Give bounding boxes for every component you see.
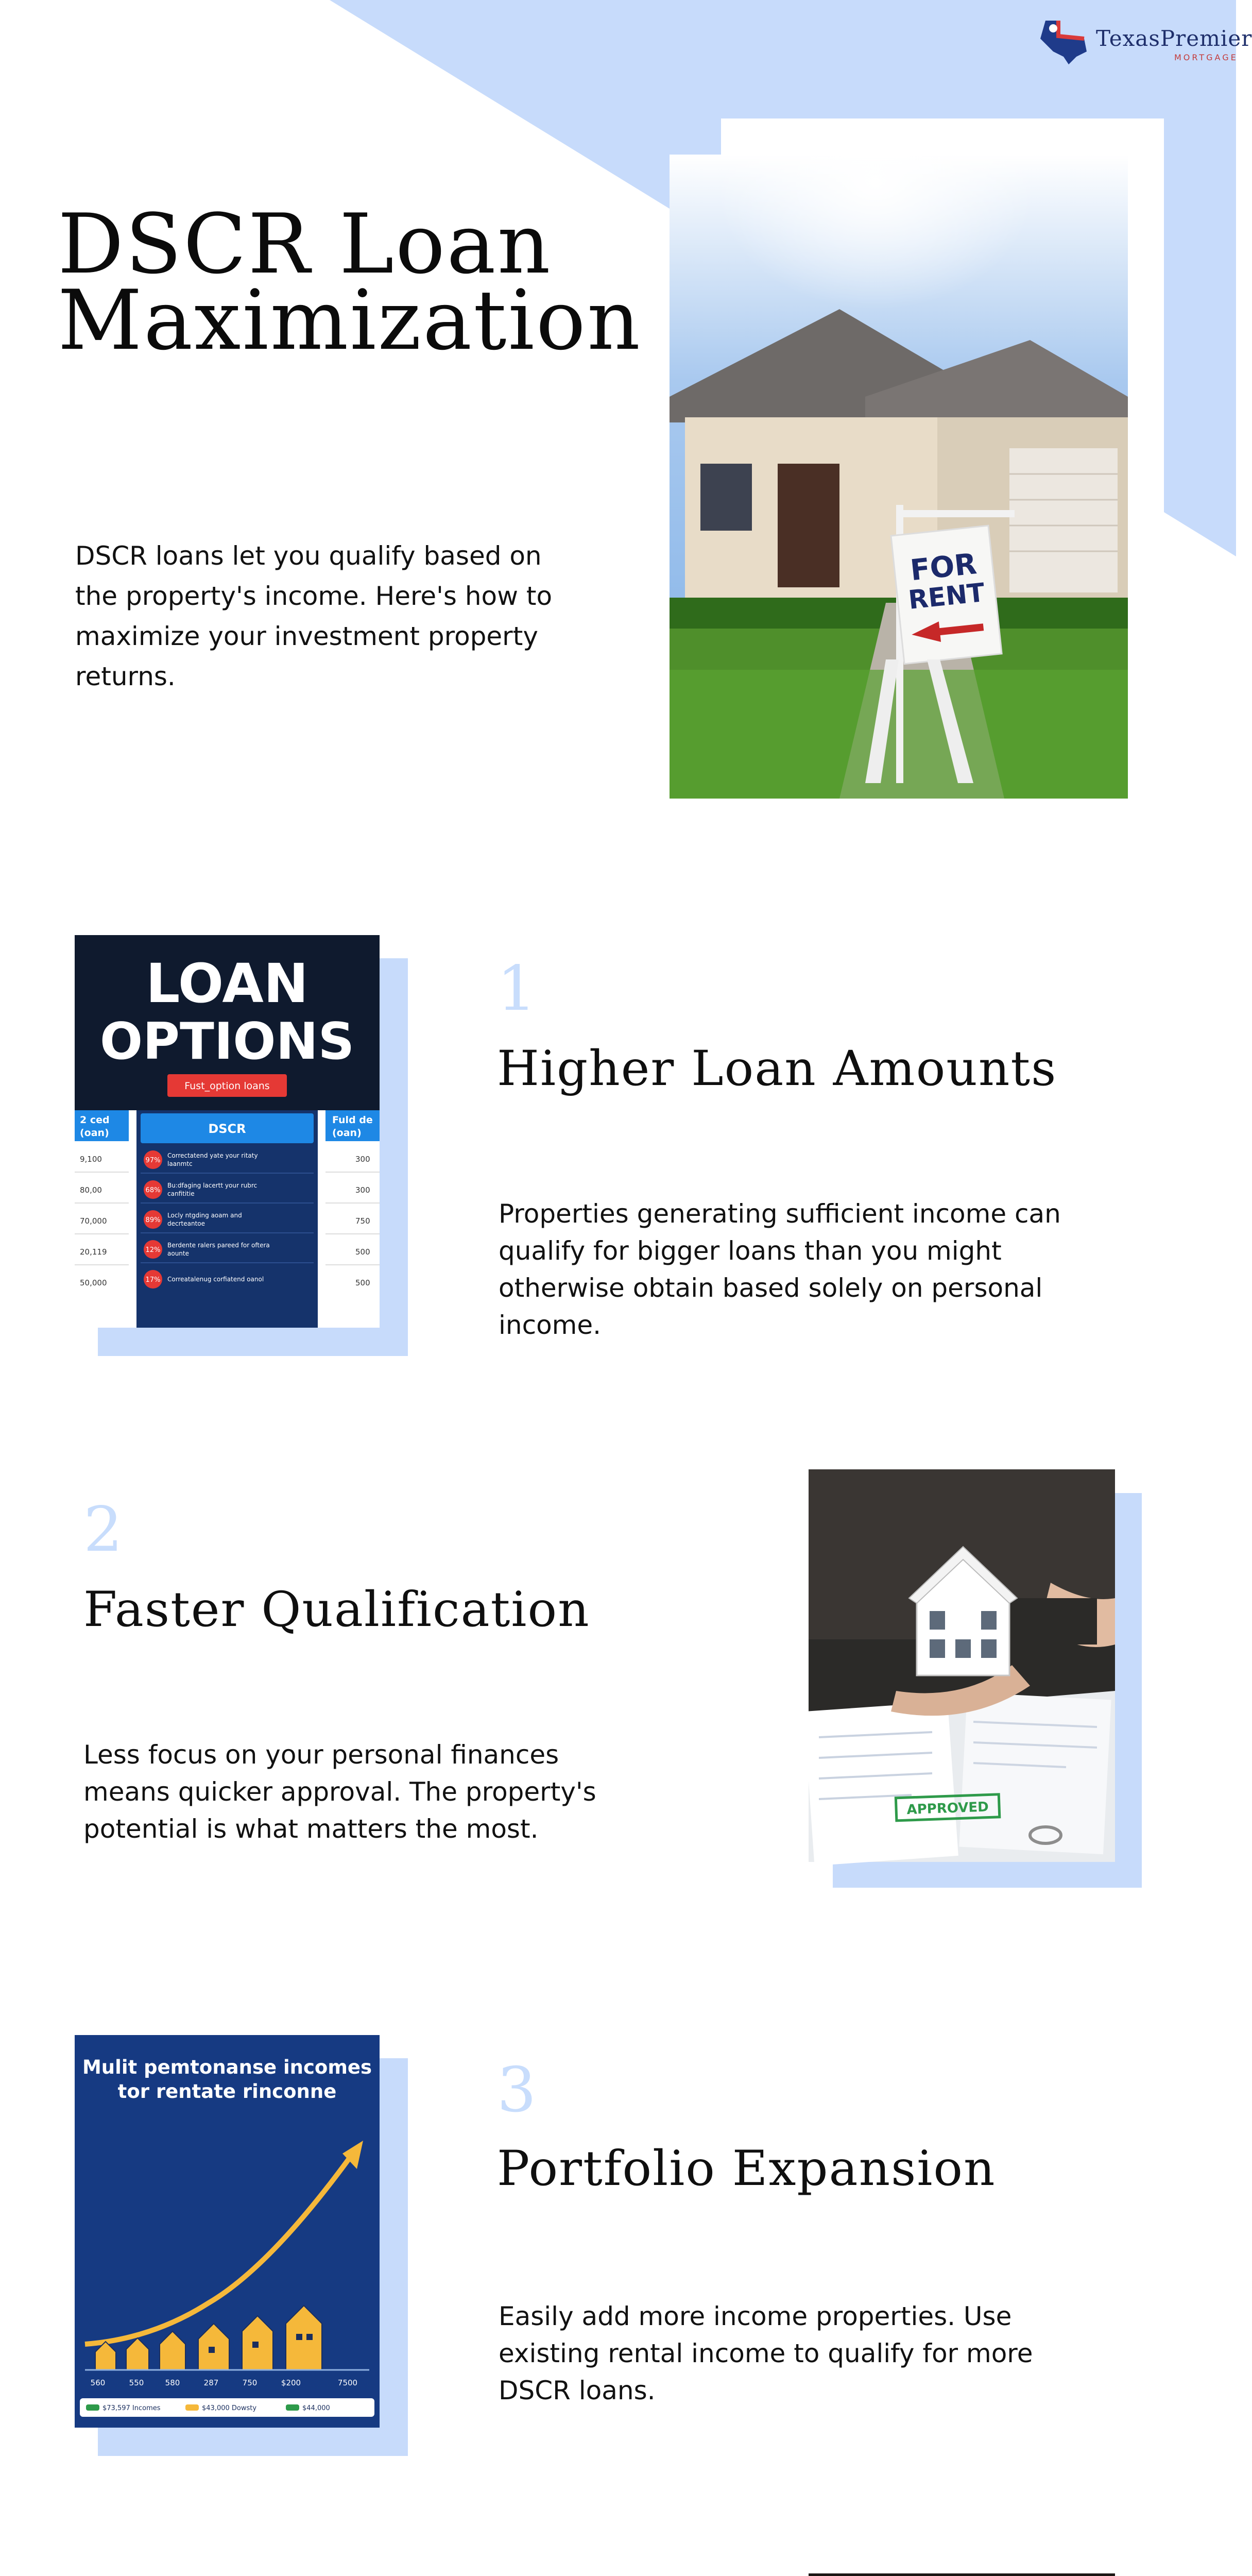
texas-icon (1035, 15, 1092, 67)
growth-x-label: 550 (129, 2378, 144, 2387)
section1-title: Higher Loan Amounts (497, 1041, 1057, 1097)
income-growth-image (75, 2035, 380, 2428)
growth-x-label: 560 (90, 2378, 106, 2387)
growth-title-1: Mulit pemtonanse incomes (82, 2056, 372, 2078)
growth-legend: $73,597 Incomes (102, 2404, 161, 2412)
loan-options-tag: Fust_option loans (184, 1080, 270, 1092)
approved-stamp-text: APPROVED (906, 1799, 989, 1818)
loan-row-text: Locly ntgding aoam and (167, 1212, 242, 1219)
section3-number: 3 (497, 2055, 537, 2126)
approved-keys-image (809, 1469, 1115, 1862)
loan-left-value: 20,119 (80, 1247, 107, 1257)
hero-title-line1: DSCR Loan (58, 196, 552, 292)
growth-legend: $44,000 (302, 2404, 330, 2412)
growth-legend: $43,000 Dowsty (202, 2404, 257, 2412)
loan-right-value: 300 (355, 1155, 370, 1164)
loan-row-pct: 97% (145, 1157, 161, 1164)
section3-body: Easily add more income properties. Use existing rental income to qualify for more DSCR loans. (499, 2301, 1033, 2405)
svg-text:aounte: aounte (167, 1250, 189, 1257)
growth-x-label: 287 (203, 2378, 219, 2387)
svg-text:canfititie: canfititie (167, 1190, 195, 1197)
section1-body: Properties generating sufficient income can qualify for bigger loans than you might otherwise obtain based solely on personal income. (499, 1199, 1061, 1340)
svg-text:(oan): (oan) (332, 1127, 362, 1139)
loan-row-text: Correctatend yate your ritaty (167, 1152, 258, 1159)
loan-options-image (75, 935, 380, 1328)
loan-row-text: Berdente ralers pareed for oftera (167, 1242, 270, 1249)
loan-col-right-header: Fuld de (332, 1114, 373, 1126)
svg-text:RENT: RENT (906, 577, 986, 615)
loan-col-left-header: 2 ced (80, 1114, 110, 1126)
svg-text:laanmtc: laanmtc (167, 1160, 193, 1167)
hero-house-image (670, 155, 1128, 799)
loan-right-value: 750 (355, 1216, 370, 1226)
section2-title: Faster Qualification (83, 1582, 590, 1638)
loan-row-pct: 12% (145, 1246, 161, 1254)
brand-name: TexasPremier (1096, 26, 1252, 51)
svg-text:(oan): (oan) (80, 1127, 109, 1139)
growth-x-label: 750 (242, 2378, 258, 2387)
growth-x-label: $200 (281, 2378, 301, 2387)
loan-right-value: 500 (355, 1278, 370, 1287)
hero-title-line2: Maximization (58, 272, 642, 368)
loan-row-pct: 68% (145, 1187, 161, 1194)
section2-number: 2 (83, 1494, 123, 1566)
section3-title: Portfolio Expansion (497, 2141, 996, 2197)
loan-right-value: 500 (355, 1247, 370, 1257)
loan-row-pct: 17% (145, 1276, 161, 1284)
section1-number: 1 (497, 953, 537, 1025)
gavel-image (809, 2573, 1115, 2576)
growth-x-label: 580 (165, 2378, 180, 2387)
loan-row-pct: 89% (145, 1216, 161, 1224)
loan-right-value: 300 (355, 1185, 370, 1195)
hero-title (58, 196, 650, 368)
brand-sub: MORTGAGE (1174, 53, 1238, 62)
growth-x-label: 7500 (337, 2378, 358, 2387)
loan-left-value: 80,00 (80, 1185, 102, 1195)
loan-left-value: 9,100 (80, 1155, 102, 1164)
hero-intro: DSCR loans let you qualify based on the property's income. Here's how to maximize your investment property returns. (75, 541, 553, 691)
loan-left-value: 50,000 (80, 1278, 107, 1287)
loan-left-value: 70,000 (80, 1216, 107, 1226)
section2-body: Less focus on your personal finances means quicker approval. The property's potential is what matters the most. (83, 1740, 596, 1844)
svg-text:FOR: FOR (908, 547, 979, 588)
loan-options-title-2: OPTIONS (99, 1012, 355, 1071)
loan-row-text: Correatalenug corfiatend oanol (167, 1276, 264, 1283)
brand-logo[interactable] (1035, 15, 1252, 67)
loan-row-text: Bu:dfaging lacertt your rubrc (167, 1182, 258, 1189)
svg-text:decrteantoe: decrteantoe (167, 1220, 205, 1227)
loan-options-title-1: LOAN (146, 952, 308, 1015)
loan-col-center-header: DSCR (208, 1122, 246, 1136)
growth-title-2: tor rentate rinconne (117, 2080, 337, 2103)
